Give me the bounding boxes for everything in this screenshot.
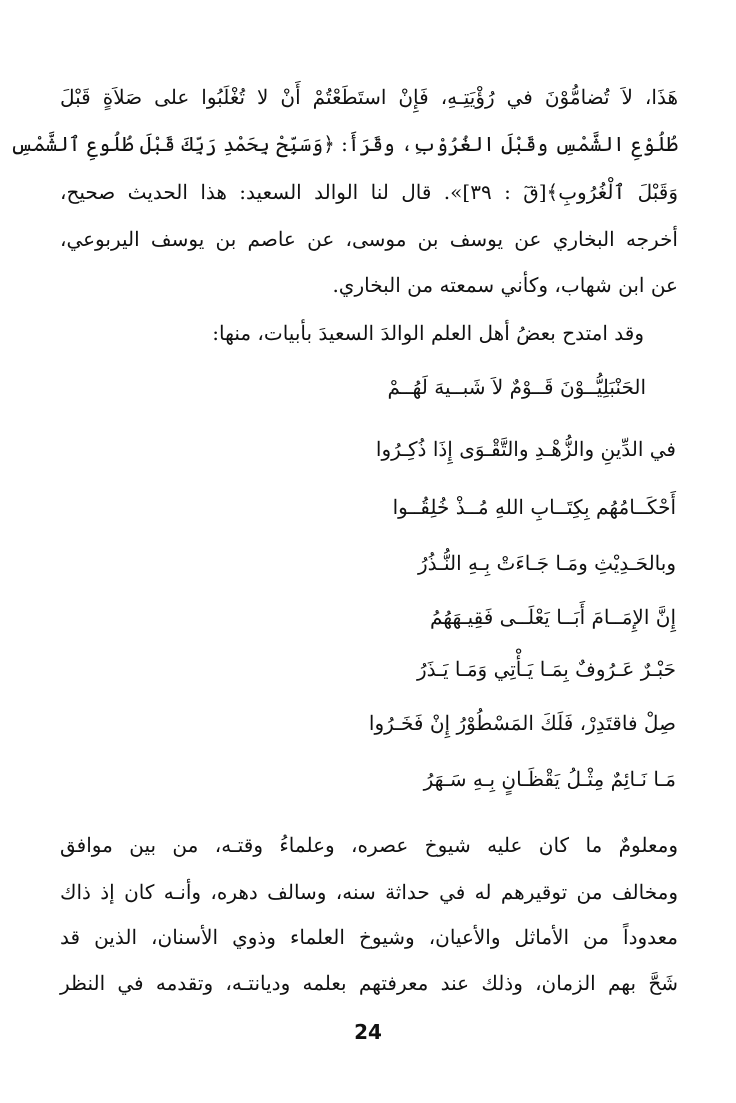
poem-verse: الحَنْبَلِيُّــوْنَ قَــوْمٌ لاَ شَبــيهَ لَهُــمْ — [387, 375, 646, 399]
poem-verse: صِلْ فاقتَدِرْ، فَلَكَ المَسْطُوْرُ إِنْ فَخَـرُوا — [368, 711, 676, 735]
text-line: طُلُوْعِ الشَّمْسِ وقَبْلَ الغُرُوْبِ، وقَرَأَ: ﴿وَسَبِّحْ بِحَمْدِ رَبِّكَ قَبْلَ طُلُوعِ ٱلشَّمْسِ — [10, 132, 678, 156]
poem-verse: في الدِّينِ والزُّهْـدِ والتَّقْـوَى إِذَا ذُكِـرُوا — [375, 437, 676, 461]
text-line: عن ابن شهاب، وكأني سمعته من البخاري. — [332, 273, 678, 297]
text-line: أخرجه البخاري عن يوسف بن موسى، عن عاصم بن يوسف اليربوعي، — [60, 227, 678, 251]
page-number: 24 — [354, 1020, 382, 1044]
poem-verse: إِنَّ الإِمَــامَ أَبَــا يَعْلَــى فَقِيـهَهُمُ — [429, 605, 676, 629]
text-line: معدوداً من الأماثل والأعيان، وشيوخ العلماء وذوي الأسنان، الذين قد — [60, 925, 678, 949]
poem-verse: حَبْـرٌ عَـرُوفٌ بِمَـا يَـأْتِي وَمَـا يَـذَرُ — [416, 657, 676, 681]
poem-intro: وقد امتدح بعضُ أهل العلم الوالدَ السعيدَ بأبيات، منها: — [212, 321, 644, 345]
text-line: ومخالف من توقيرهم له في حداثة سنه، وسالف دهره، وأنـه كان إذ ذاك — [60, 880, 678, 904]
text-line: وَقَبْلَ ٱلْغُرُوبِ﴾[قٓ : ٣٩]». قال لنا الوالد السعيد: هذا الحديث صحيح، — [60, 180, 678, 204]
poem-verse: وبالحَـدِيْثِ ومَـا جَـاءَتْ بِـهِ النُّـذُرُ — [417, 551, 676, 575]
text-line: هَذَا، لاَ تُضامُّوْنَ في رُؤْيَتِـهِ، فَإِنْ استَطَعْتُمْ أَنْ لا تُغْلَبُوا على صَلاَةٍ قَبْلَ — [60, 85, 678, 109]
poem-verse: مَـا نَـائِمٌ مِثْـلُ يَقْظَـانٍ بِـهِ سَـهَرُ — [423, 767, 676, 791]
text-line: ومعلومٌ ما كان عليه شيوخ عصره، وعلماءُ وقتـه، من بين موافق — [60, 833, 678, 857]
poem-verse: أَحْكَــامُهُم بِكِتَــابِ اللهِ مُــذْ خُلِقُــوا — [392, 495, 676, 519]
text-line: شَحَّ بهم الزمان، وذلك عند معرفتهم بعلمه وديانتـه، وتقدمه في النظر — [60, 971, 678, 995]
